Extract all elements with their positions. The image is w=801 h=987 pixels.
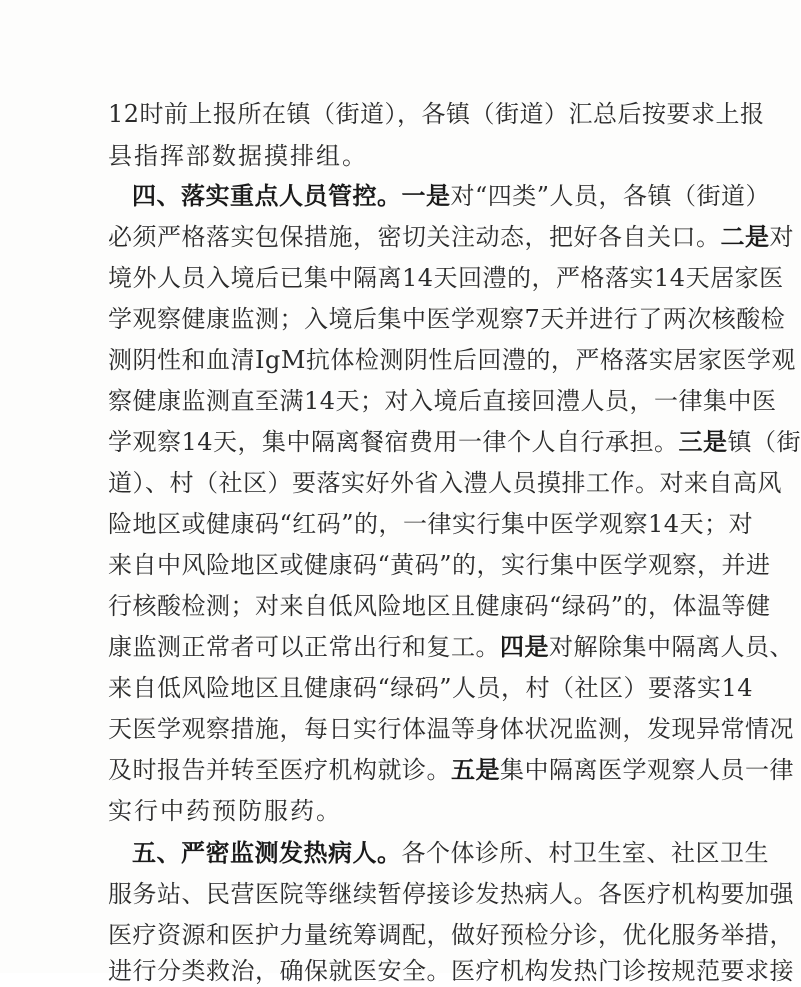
text-line (108, 754, 794, 786)
text-span: 各个体诊所、村卫生室、社区卫生 (401, 839, 769, 867)
text-line (108, 590, 771, 622)
text-span: 必须严格落实包保措施，密切关注动态，把好各自关口。 (108, 223, 721, 251)
text-line (108, 508, 754, 540)
text-line (108, 426, 801, 458)
text-line (108, 262, 784, 294)
text-span: 医疗资源和医护力量统筹调配，做好预检分诊，优化服务举措， (108, 921, 794, 949)
text-span: 服务站、民营医院等继续暂停接诊发热病人。各医疗机构要加强 (108, 880, 794, 908)
text-line (108, 221, 794, 253)
text-line (108, 713, 794, 745)
text-span: 进行分类救治，确保就医安全。医疗机构发热门诊按规范要求接 (108, 957, 794, 985)
bold-marker: 二是 (720, 223, 770, 251)
section-heading: 四、落实重点人员管控。 (132, 182, 402, 210)
text-line (108, 549, 771, 581)
text-span: 县指挥部数据摸排组。 (108, 142, 368, 170)
text-span: 对解除集中隔离人员、 (549, 633, 794, 661)
text-span: 对“四类”人员，各镇（街道） (450, 182, 771, 210)
bold-marker: 一是 (401, 182, 451, 210)
bold-marker: 三是 (678, 428, 728, 456)
text-span: 镇（街 (727, 428, 801, 456)
text-span: 来自中风险地区或健康码“黄码”的，实行集中医学观察，并进 (108, 551, 771, 579)
text-span: 境外人员入境后已集中隔离14天回澧的，严格落实14天居家医 (108, 264, 784, 292)
text-span: 察健康监测直至满14天；对入境后直接回澧人员，一律集中医 (108, 387, 777, 415)
text-span: 测阴性和血清IgM抗体检测阴性后回澧的，严格落实居家医学观 (108, 346, 796, 374)
text-line (108, 385, 777, 417)
text-span: 实行中药预防服药。 (108, 797, 342, 825)
text-span: 康监测正常者可以正常出行和复工。 (108, 633, 500, 661)
text-span: 来自低风险地区且健康码“绿码”人员，村（社区）要落实14 (108, 674, 754, 702)
text-span: 险地区或健康码“红码”的，一律实行集中医学观察14天；对 (108, 510, 754, 538)
text-line (108, 98, 765, 130)
text-line (108, 672, 754, 704)
text-line (108, 467, 782, 499)
text-line (108, 795, 718, 827)
bold-marker: 四是 (500, 633, 549, 661)
section-heading: 五、严密监测发热病人。 (132, 839, 402, 867)
section-heading-line (132, 180, 771, 212)
text-span: 对 (769, 223, 794, 251)
text-line (108, 955, 794, 985)
text-line (108, 631, 794, 663)
text-span: 及时报告并转至医疗机构就诊。 (108, 756, 451, 784)
text-line (108, 303, 786, 335)
section-heading-line (132, 837, 769, 869)
text-span: 天医学观察措施，每日实行体温等身体状况监测，发现异常情况 (108, 715, 794, 743)
text-span: 12时前上报所在镇（街道），各镇（街道）汇总后按要求上报 (108, 100, 765, 128)
text-span: 学观察健康监测；入境后集中医学观察7天并进行了两次核酸检 (108, 305, 786, 333)
text-span: 集中隔离医学观察人员一律 (500, 756, 794, 784)
text-span: 道）、村（社区）要落实好外省入澧人员摸排工作。对来自高风 (108, 469, 782, 497)
text-line (108, 140, 718, 172)
text-span: 行核酸检测；对来自低风险地区且健康码“绿码”的，体温等健 (108, 592, 771, 620)
bold-marker: 五是 (451, 756, 500, 784)
text-span: 学观察14天，集中隔离餐宿费用一律个人自行承担。 (108, 428, 679, 456)
text-line (108, 919, 794, 951)
text-line (108, 344, 796, 376)
text-line (108, 878, 794, 910)
